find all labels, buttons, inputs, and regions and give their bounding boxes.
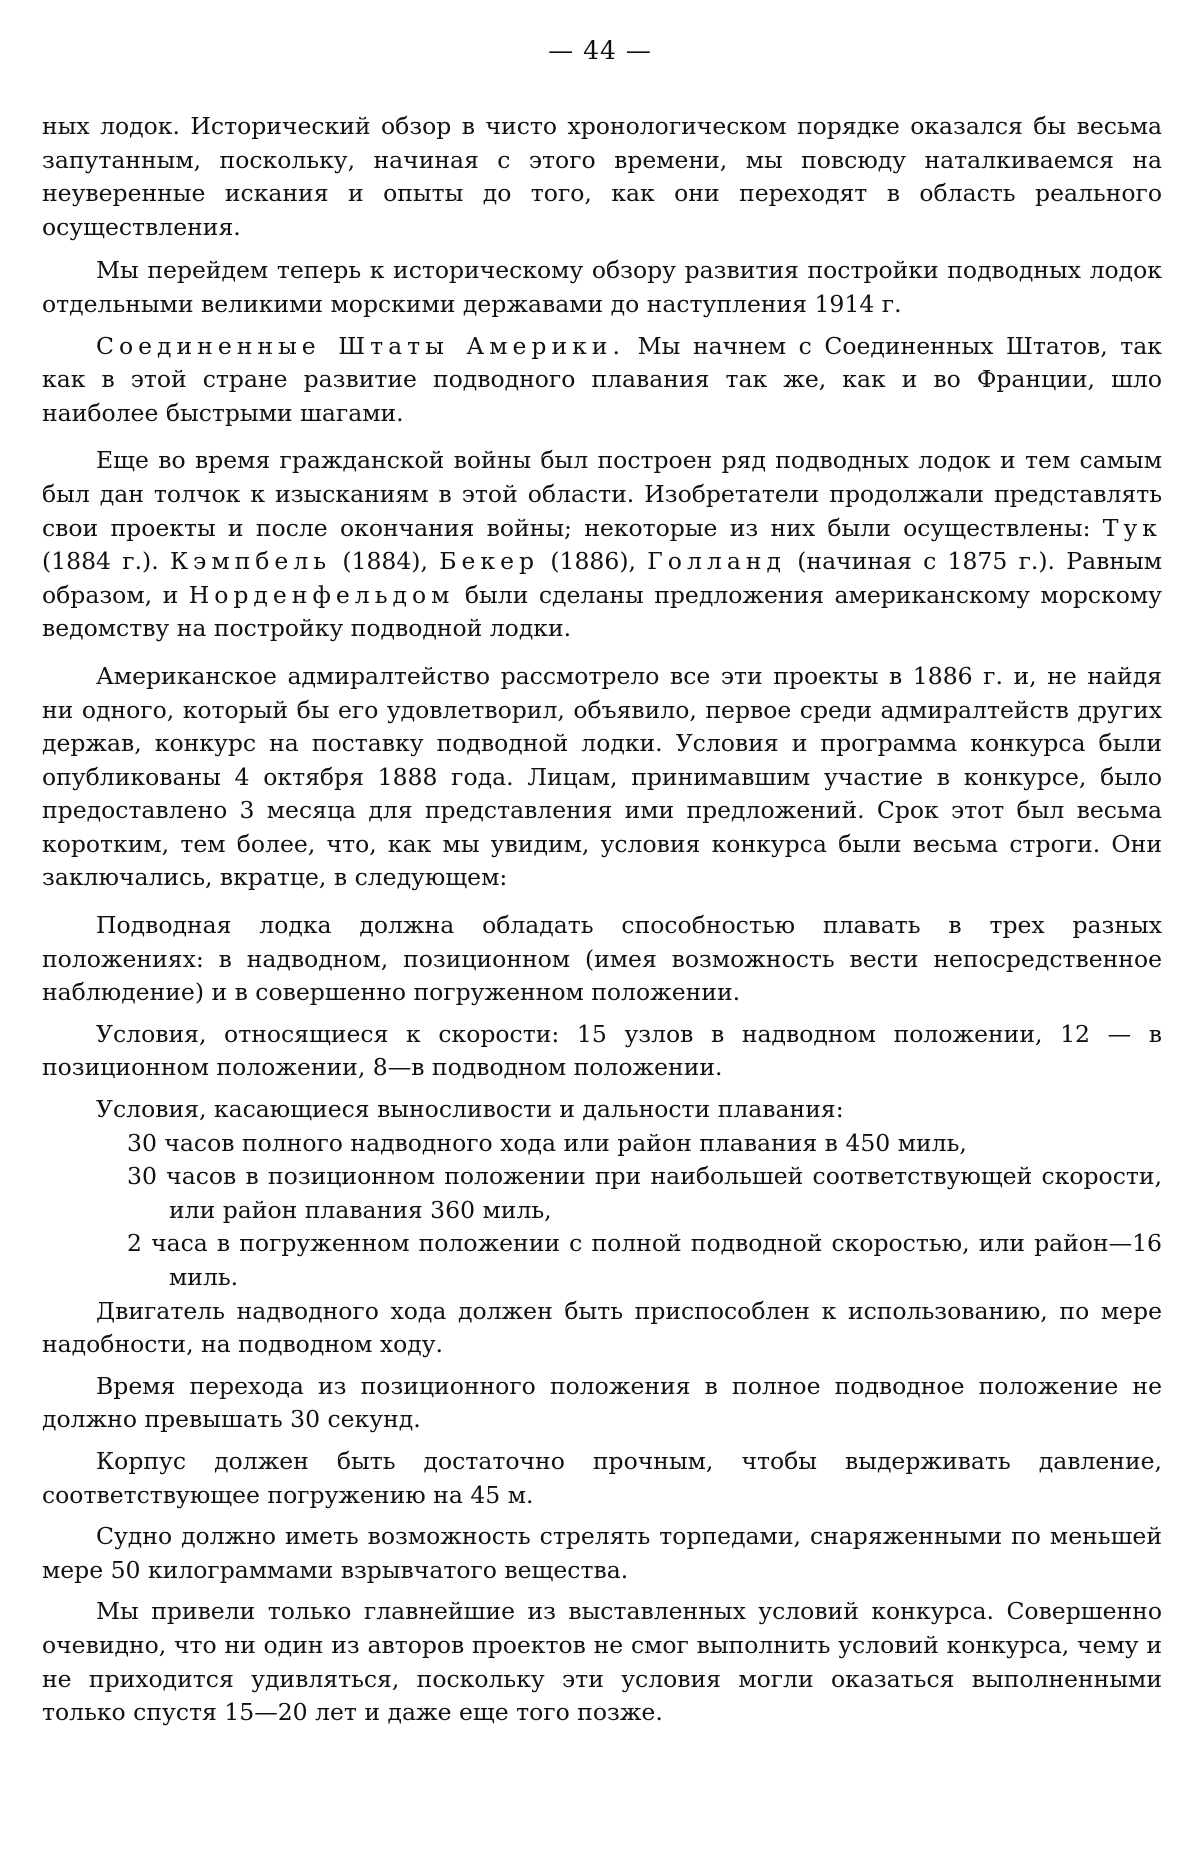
list-item: 2 часа в погруженном положении с полной подводной скоростью, или район—16 миль. xyxy=(42,1227,1162,1294)
paragraph-transition: Мы перейдем теперь к историческому обзору развития постройки подводных лодок отдельными великими морскими державами до наступления 1914 г. xyxy=(42,254,1162,321)
book-page xyxy=(0,0,1200,1849)
paragraph-speed: Условия, относящиеся к скорости: 15 узлов в надводном положении, 12 — в позиционном положении, 8—в подводном положении. xyxy=(42,1018,1162,1085)
paragraph-positions: Подводная лодка должна обладать способностью плавать в трех разных положениях: в надводном, позиционном (имея возможность вести непосредственное наблюдение) и в совершенно погруженном положении. xyxy=(42,909,1162,1010)
paragraph-dive-time: Время перехода из позиционного положения в полное подводное положение не должно превышать 30 секунд. xyxy=(42,1370,1162,1437)
paragraph-continuation: ных лодок. Исторический обзор в чисто хронологическом порядке оказался бы весьма запутанным, поскольку, начиная с этого времени, мы повсюду наталкиваемся на неуверенные искания и опыты до того, как они переходят в область реального осуществления. xyxy=(42,110,1162,244)
inventor-name: Кэмпбель xyxy=(170,547,331,575)
endurance-list xyxy=(42,1127,1162,1295)
paragraph-torpedoes: Судно должно иметь возможность стрелять торпедами, снаряженными по меньшей мере 50 килограммами взрывчатого вещества. xyxy=(42,1520,1162,1587)
inventor-year: (1884), xyxy=(331,547,439,575)
inventor-year: (1884 г.). xyxy=(42,547,170,575)
page-number: — 44 — xyxy=(0,36,1200,65)
paragraph-hull: Корпус должен быть достаточно прочным, чтобы выдерживать давление, соответствующее погружению на 45 м. xyxy=(42,1445,1162,1512)
inventor-year: (1886), xyxy=(539,547,647,575)
paragraph-usa xyxy=(42,330,1162,431)
inventor-year: (начиная с 1875 г.). Равным образом, и xyxy=(42,547,1162,609)
list-item: 30 часов в позиционном положении при наибольшей соответствующей скорости, или район плавания 360 миль, xyxy=(42,1160,1162,1227)
inventor-name: Норденфельдом xyxy=(189,581,455,609)
body-text xyxy=(42,110,1162,1730)
inventor-name: Бекер xyxy=(439,547,539,575)
list-item: 30 часов полного надводного хода или район плавания в 450 миль, xyxy=(42,1127,1162,1161)
inventor-name: Голланд xyxy=(647,547,786,575)
inventors-outro: были сделаны предложения американскому морскому ведомству на постройку подводной лодки. xyxy=(42,581,1162,643)
inventor-name: Тук xyxy=(1103,514,1162,542)
paragraph-endurance: Условия, касающиеся выносливости и дальности плавания: xyxy=(42,1093,1162,1127)
paragraph-conclusion: Мы привели только главнейшие из выставленных условий конкурса. Совершенно очевидно, что ни один из авторов проектов не смог выполнить условий конкурса, чему и не приходится удивляться, поскольку эти условия могли оказаться выполненными только спустя 15—20 лет и даже еще того позже. xyxy=(42,1595,1162,1729)
paragraph-usa-text: Мы начнем с Соединенных Штатов, так как в этой стране развитие подводного плавания так же, как и во Франции, шло наиболее быстрыми шагами. xyxy=(42,332,1162,427)
paragraph-inventors xyxy=(42,444,1162,646)
paragraph-admiralty: Американское адмиралтейство рассмотрело все эти проекты в 1886 г. и, не найдя ни одного, который бы его удовлетворил, объявило, первое среди адмиралтейств других держав, конкурс на поставку подводной лодки. Условия и программа конкурса были опубликованы 4 октября 1888 года. Лицам, принимавшим участие в конкурсе, было предоставлено 3 месяца для представления ими предложений. Срок этот был весьма коротким, тем более, что, как мы увидим, условия конкурса были весьма строги. Они заключались, вкратце, в следующем: xyxy=(42,660,1162,895)
paragraph-engine: Двигатель надводного хода должен быть приспособлен к использованию, по мере надобности, на подводном ходу. xyxy=(42,1295,1162,1362)
inventors-intro: Еще во время гражданской войны был построен ряд подводных лодок и тем самым был дан толчок к изысканиям в этой области. Изобретатели продолжали представлять свои проекты и после окончания войны; некоторые из них были осуществлены: xyxy=(42,446,1162,541)
section-heading-usa: Соединенные Штаты Америки. xyxy=(96,332,625,360)
